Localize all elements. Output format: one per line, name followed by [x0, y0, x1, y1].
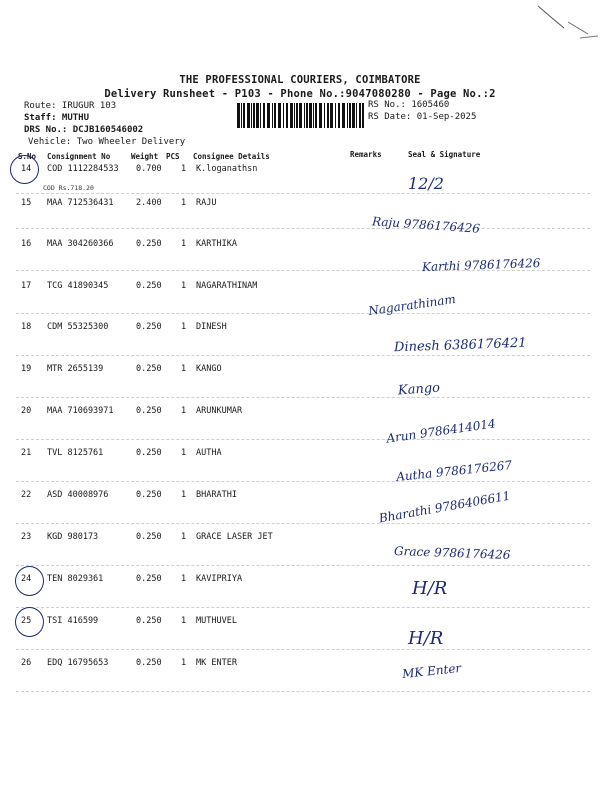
row-divider [16, 607, 590, 608]
row-consignee: NAGARATHINAM [196, 281, 258, 291]
signature-19: Kango [397, 380, 441, 399]
row-divider [16, 228, 590, 229]
barcode-bar [278, 103, 281, 128]
row-sno: 25 [21, 616, 32, 626]
barcode-bar [290, 103, 293, 128]
barcode-bar [309, 103, 312, 128]
barcode-bar [294, 103, 295, 128]
row-pcs: 1 [181, 532, 187, 542]
corner-scribble [530, 0, 600, 45]
row-weight: 2.400 [136, 198, 162, 208]
row-divider [16, 439, 590, 440]
signature-15: Raju 9786176426 [371, 214, 481, 236]
row-weight: 0.250 [136, 658, 162, 668]
row-consignment: MAA 712536431 [47, 198, 114, 208]
barcode-bar [306, 103, 308, 128]
signature-20: Arun 9786414014 [385, 416, 497, 446]
rs-date: RS Date: 01-Sep-2025 [368, 112, 477, 122]
barcode-bar [338, 103, 340, 128]
barcode-bar [352, 103, 355, 128]
route-label: Route: IRUGUR 103 [24, 101, 117, 111]
barcode-bar [253, 103, 255, 128]
table-row [0, 406, 600, 424]
barcode-bar [299, 103, 302, 128]
row-pcs: 1 [181, 322, 187, 332]
row-pcs: 1 [181, 448, 187, 458]
row-pcs: 1 [181, 658, 187, 668]
row-pcs: 1 [181, 239, 187, 249]
row-consignment: TVL 8125761 [47, 448, 104, 458]
row-divider [16, 355, 590, 356]
barcode-bar [359, 103, 361, 128]
barcode-bar [330, 103, 333, 128]
row-divider [16, 523, 590, 524]
row-sno: 26 [21, 658, 32, 668]
table-row [0, 364, 600, 382]
col-sno: S.No [18, 152, 37, 161]
row-sno: 15 [21, 198, 32, 208]
table-row [0, 198, 600, 216]
row-pcs: 1 [181, 281, 187, 291]
row-consignment: TEN 8029361 [47, 574, 104, 584]
barcode-bar [324, 103, 325, 128]
barcode-bar [347, 103, 348, 128]
col-remarks: Remarks [350, 150, 382, 159]
company-title: THE PROFESSIONAL COURIERS, COIMBATORE [179, 74, 421, 86]
row-consignee: MUTHUVEL [196, 616, 237, 626]
row-weight: 0.250 [136, 364, 162, 374]
row-sno: 22 [21, 490, 32, 500]
row-weight: 0.250 [136, 406, 162, 416]
staff-label: Staff: MUTHU [24, 113, 90, 123]
table-row [0, 281, 600, 299]
signature-18: Dinesh 6386176421 [393, 335, 527, 356]
row-consignee: ARUNKUMAR [196, 406, 243, 416]
row-divider [16, 649, 590, 650]
row-consignment: CDM 55325300 [47, 322, 109, 332]
row-pcs: 1 [181, 406, 187, 416]
row-consignee: DINESH [196, 322, 227, 332]
row-consignee: K.loganathsn [196, 164, 258, 174]
signature-14: 12/2 [408, 174, 444, 193]
barcode-bar [349, 103, 351, 128]
signature-23: Grace 9786176426 [393, 543, 511, 563]
barcode-bar [286, 103, 288, 128]
table-row [0, 164, 600, 182]
row-consignee: RAJU [196, 198, 217, 208]
row-consignment: KGD 980173 [47, 532, 99, 542]
table-row [0, 239, 600, 257]
row-consignee: KANGO [196, 364, 222, 374]
row-consignee: KAVIPRIYA [196, 574, 243, 584]
row-weight: 0.250 [136, 532, 162, 542]
rs-number: RS No.: 1605460 [368, 100, 450, 110]
barcode-bar [267, 103, 270, 128]
col-consignment: Consignment No [47, 152, 111, 161]
barcode-bar [313, 103, 314, 128]
table-row [0, 574, 600, 592]
vehicle-label: Vehicle: Two Wheeler Delivery [28, 137, 186, 147]
row-weight: 0.250 [136, 239, 162, 249]
row-consignment: MAA 710693971 [47, 406, 114, 416]
row-consignment: TCG 41890345 [47, 281, 109, 291]
row-divider [16, 313, 590, 314]
row-consignee: GRACE LASER JET [196, 532, 273, 542]
barcode-bar [256, 103, 259, 128]
row-sno: 18 [21, 322, 32, 332]
barcode-bar [283, 103, 284, 128]
row-pcs: 1 [181, 616, 187, 626]
ink-circle-14 [10, 155, 39, 184]
col-weight: Weight [131, 152, 159, 161]
row-pcs: 1 [181, 490, 187, 500]
drs-number: DRS No.: DCJB160546002 [24, 125, 144, 135]
row-sno: 23 [21, 532, 32, 542]
row-pcs: 1 [181, 198, 187, 208]
row-consignment: ASD 40008976 [47, 490, 109, 500]
row-pcs: 1 [181, 164, 187, 174]
barcode-bar [335, 103, 336, 128]
signature-25: H/R [408, 628, 444, 649]
row-weight: 0.250 [136, 490, 162, 500]
barcode-bar [251, 103, 252, 128]
barcode-bar [237, 103, 240, 128]
row-weight: 0.700 [136, 164, 162, 174]
barcode-bar [327, 103, 329, 128]
signature-22: Bharathi 9786406611 [377, 488, 512, 526]
barcode-bar [362, 103, 364, 128]
barcode-bar [342, 103, 345, 128]
row-divider [16, 691, 590, 692]
row-consignment: COD 1112284533 [47, 164, 119, 174]
barcode-bar [274, 103, 276, 128]
row-consignee: MK ENTER [196, 658, 237, 668]
barcode-bar [247, 103, 250, 128]
barcode-bar [260, 103, 261, 128]
barcode-bar [315, 103, 317, 128]
col-seal-signature: Seal & Signature [408, 150, 481, 159]
row-weight: 0.250 [136, 281, 162, 291]
runsheet-subtitle: Delivery Runsheet - P103 - Phone No.:9047080280 - Page No.:2 [104, 88, 496, 100]
col-consignee: Consignee Details [193, 152, 270, 161]
barcode-bar [304, 103, 305, 128]
table-row [0, 616, 600, 634]
barcode [237, 103, 364, 128]
barcode-bar [272, 103, 273, 128]
row-consignee: BHARATHI [196, 490, 237, 500]
row-sno: 17 [21, 281, 32, 291]
row-divider [16, 481, 590, 482]
row-sno: 20 [21, 406, 32, 416]
row-sno: 21 [21, 448, 32, 458]
row-consignee: KARTHIKA [196, 239, 237, 249]
signature-24: H/R [412, 578, 448, 599]
row-weight: 0.250 [136, 322, 162, 332]
cod-amount: COD Rs.718.20 [43, 184, 94, 192]
barcode-bar [263, 103, 265, 128]
row-weight: 0.250 [136, 616, 162, 626]
row-pcs: 1 [181, 574, 187, 584]
row-consignment: MAA 304260366 [47, 239, 114, 249]
row-weight: 0.250 [136, 574, 162, 584]
signature-16: Karthi 9786176426 [421, 255, 541, 275]
row-consignment: TSI 416599 [47, 616, 99, 626]
ink-circle-25 [15, 607, 44, 637]
col-pcs: PCS [166, 152, 180, 161]
signature-21: Autha 9786176267 [395, 457, 513, 485]
row-divider [16, 565, 590, 566]
row-consignee: AUTHA [196, 448, 222, 458]
row-divider [16, 193, 590, 194]
barcode-bar [319, 103, 322, 128]
signature-26: MK Enter [401, 660, 462, 682]
row-sno: 24 [21, 574, 32, 584]
barcode-bar [356, 103, 357, 128]
row-consignment: EDQ 16795653 [47, 658, 109, 668]
signature-17: Nagarathinam [367, 291, 457, 319]
ink-circle-24 [15, 566, 44, 596]
barcode-bar [241, 103, 242, 128]
barcode-bar [296, 103, 298, 128]
row-consignment: MTR 2655139 [47, 364, 104, 374]
row-sno: 19 [21, 364, 32, 374]
barcode-bar [243, 103, 245, 128]
row-weight: 0.250 [136, 448, 162, 458]
table-row [0, 658, 600, 676]
row-divider [16, 397, 590, 398]
row-pcs: 1 [181, 364, 187, 374]
row-sno: 16 [21, 239, 32, 249]
row-sno: 14 [21, 164, 32, 174]
